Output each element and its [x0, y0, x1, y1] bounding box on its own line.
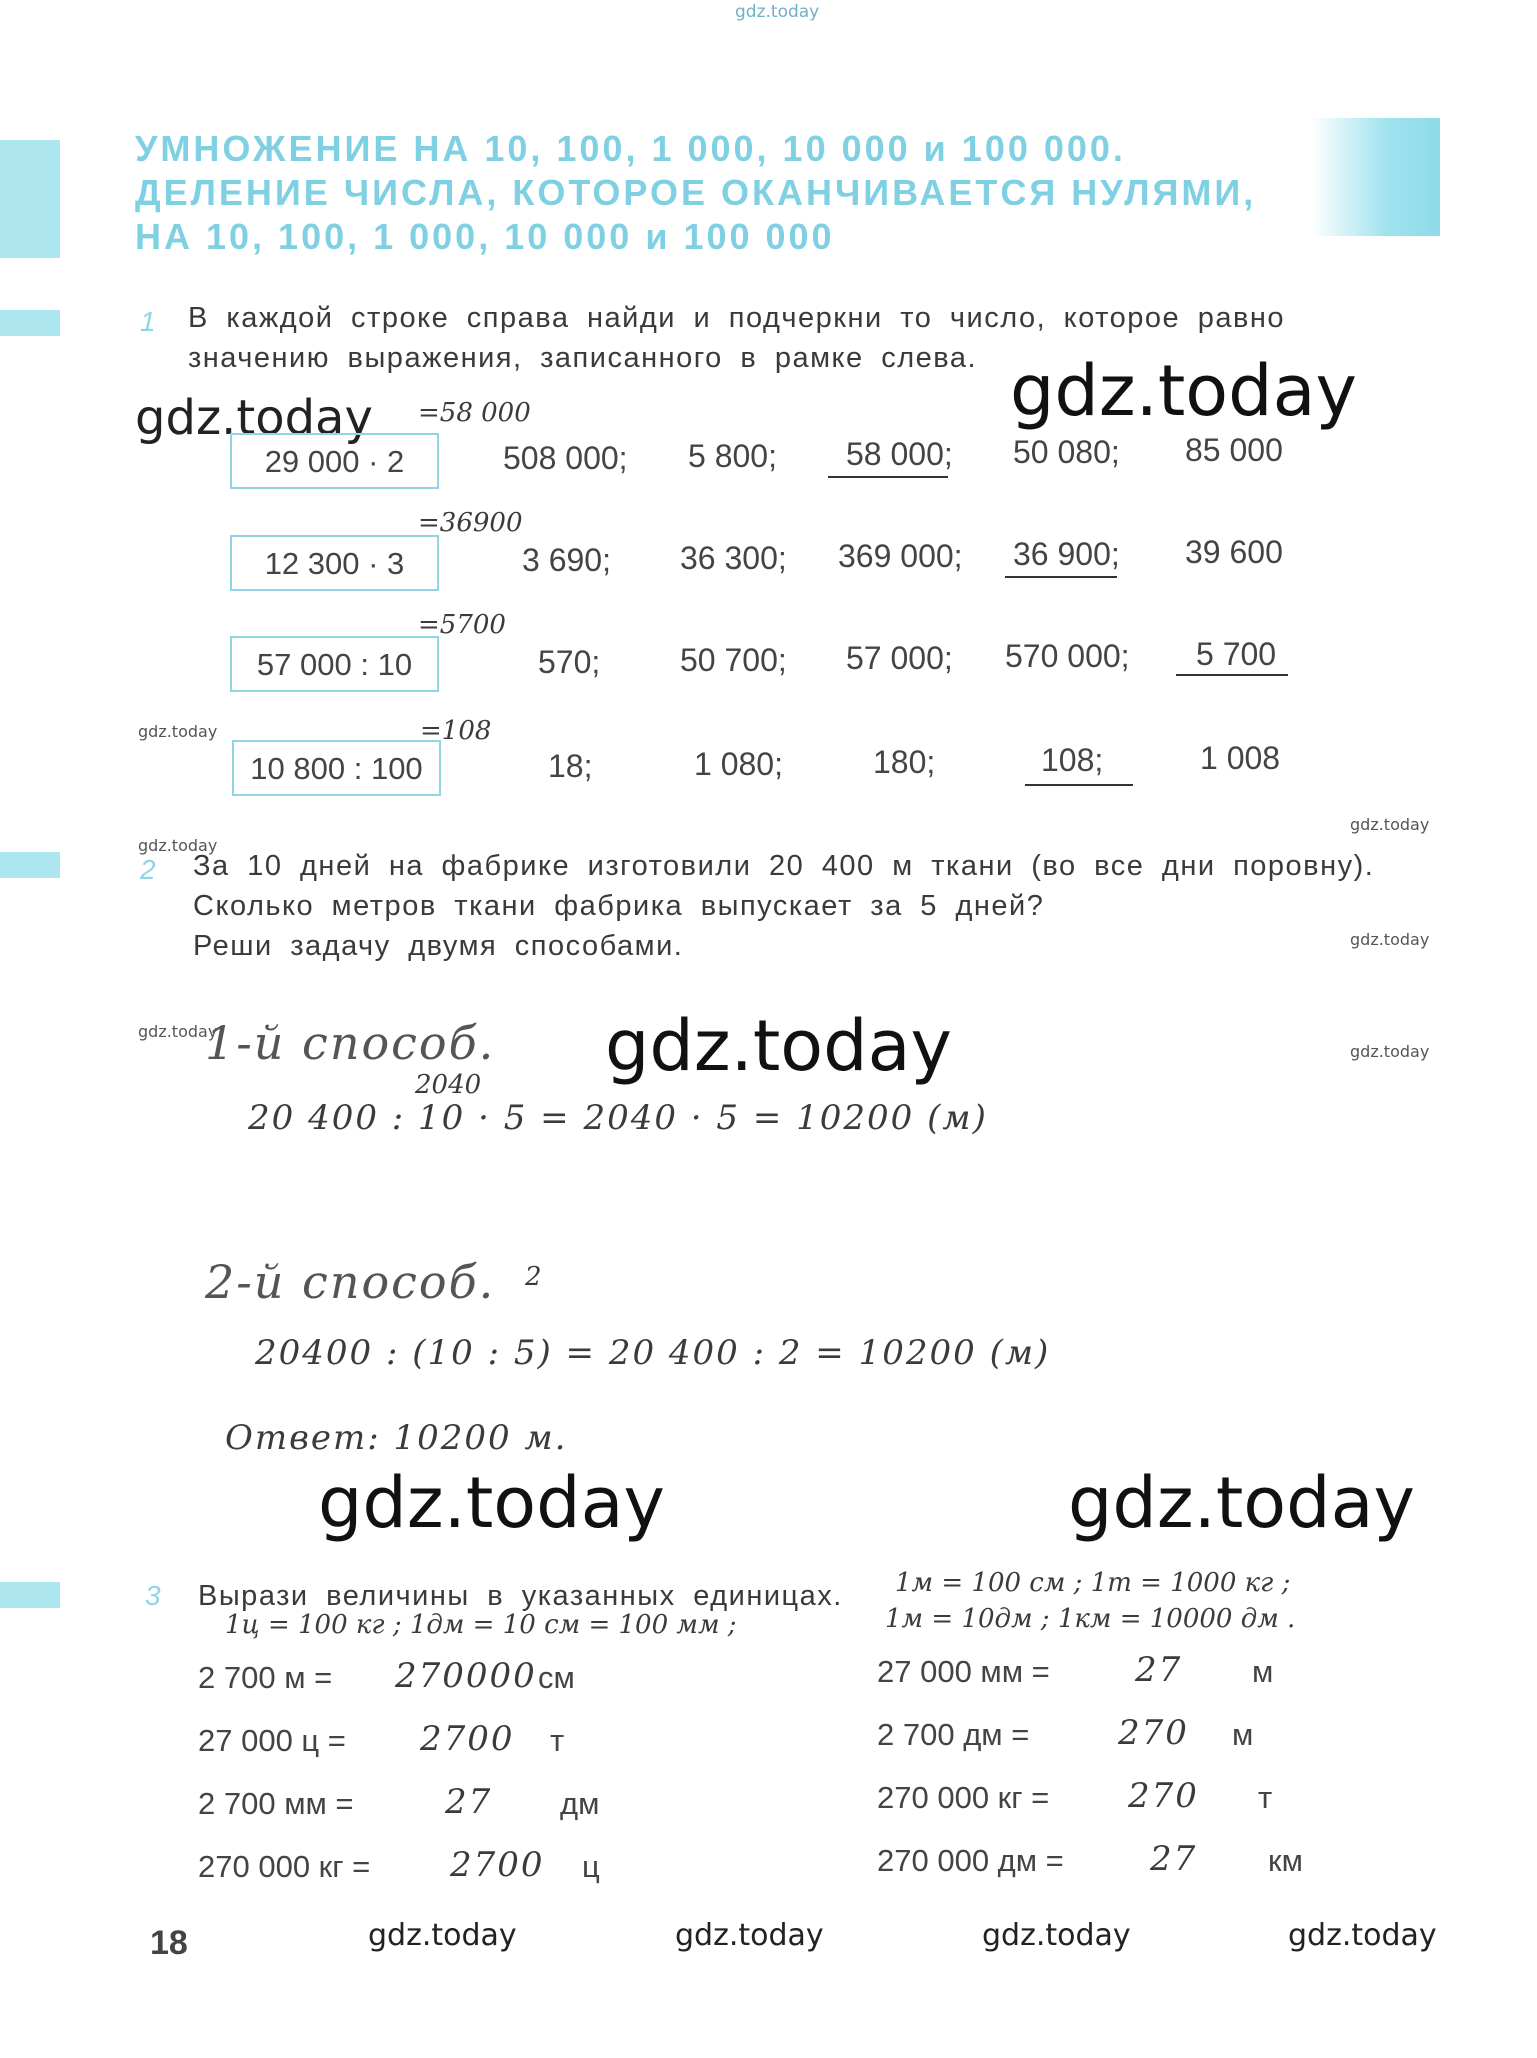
conversion-right-1-unit: м — [1252, 1654, 1274, 1689]
watermark: gdz.today — [982, 1918, 1131, 1953]
conversion-right-4-value: 270 000 дм = — [877, 1843, 1064, 1878]
option-2-2: 36 300; — [680, 540, 787, 576]
expression-box-4 — [232, 740, 441, 796]
option-3-4: 570 000; — [1005, 638, 1130, 674]
expression-box-2 — [230, 535, 439, 591]
conversion-left-4-answer: 2700 — [450, 1845, 545, 1885]
conversion-left-2-value: 27 000 ц = — [198, 1723, 346, 1758]
option-4-3: 180; — [873, 744, 936, 780]
task3-number: 3 — [145, 1580, 161, 1611]
way1-label: 1-й способ. — [205, 1016, 496, 1070]
task1-text-line2: значению выражения, записанного в рамке слева. — [188, 342, 978, 374]
option-3-2: 50 700; — [680, 642, 787, 678]
conversion-right-4-answer: 27 — [1150, 1839, 1198, 1879]
expression-3: 57 000 : 10 — [256, 647, 413, 682]
option-4-1: 18; — [548, 748, 593, 784]
task3-text: Вырази величины в указанных единицах. — [198, 1580, 843, 1612]
conversion-right-2-value: 2 700 дм = — [877, 1717, 1030, 1752]
watermark: gdz.today — [135, 390, 373, 446]
conversion-right-2-answer: 270 — [1118, 1713, 1189, 1753]
watermark: gdz.today — [1350, 930, 1430, 949]
option-2-1: 3 690; — [522, 542, 611, 578]
option-1-1: 508 000; — [503, 440, 628, 476]
watermark: gdz.today — [318, 1462, 665, 1544]
conversion-left-4-unit: ц — [582, 1849, 600, 1884]
watermark: gdz.today — [605, 1005, 952, 1087]
conversion-right-3-value: 270 000 кг = — [877, 1780, 1050, 1815]
watermark: gdz.today — [138, 1022, 218, 1041]
way2-label: 2-й способ. — [205, 1255, 496, 1309]
option-1-3: 58 000; — [846, 436, 953, 472]
conversion-right-3-unit: т — [1258, 1780, 1273, 1815]
task1-margin-tab — [0, 310, 60, 336]
watermark: gdz.today — [1068, 1462, 1415, 1544]
expression-2: 12 300 · 3 — [264, 546, 405, 581]
task2-answer: Ответ: 10200 м. — [225, 1418, 568, 1458]
option-3-5: 5 700 — [1196, 636, 1277, 672]
title-line-1: УМНОЖЕНИЕ НА 10, 100, 1 000, 10 000 и 100 000. — [135, 128, 1126, 169]
task2-margin-tab — [0, 852, 60, 878]
watermark: gdz.today — [1288, 1918, 1437, 1953]
conversion-left-2-unit: т — [550, 1723, 565, 1758]
conversion-left-2-answer: 2700 — [420, 1719, 515, 1759]
watermark: gdz.today — [1350, 815, 1430, 834]
title-line-2: ДЕЛЕНИЕ ЧИСЛА, КОТОРОЕ ОКАНЧИВАЕТСЯ НУЛЯМИ, — [135, 172, 1257, 213]
task2-text-line1: За 10 дней на фабрике изготовили 20 400 м ткани (во все дни поровну). — [193, 850, 1375, 882]
watermark-top: gdz.today — [735, 2, 820, 22]
header-band-left — [0, 140, 60, 258]
option-1-4: 50 080; — [1013, 434, 1120, 470]
conversion-right-2-unit: м — [1232, 1717, 1254, 1752]
conversion-left-3-answer: 27 — [445, 1782, 493, 1822]
underline-1 — [828, 476, 948, 478]
conversion-right-1-value: 27 000 мм = — [877, 1654, 1050, 1689]
conversion-right-1-answer: 27 — [1135, 1650, 1183, 1690]
conversion-left-3-unit: дм — [560, 1786, 600, 1821]
way2-calculation: 20400 : (10 : 5) = 20 400 : 2 = 10200 (м) — [255, 1333, 1051, 1373]
task3-hint-2: 1ц = 100 кг ; 1дм = 10 см = 100 мм ; — [225, 1610, 737, 1640]
watermark: gdz.today — [138, 722, 218, 741]
option-2-4: 36 900; — [1013, 536, 1120, 572]
watermark: gdz.today — [1350, 1042, 1430, 1061]
conversion-left-1-answer: 270000 — [395, 1656, 537, 1696]
option-2-3: 369 000; — [838, 538, 963, 574]
expression-box-3 — [230, 636, 439, 692]
option-1-5: 85 000 — [1185, 432, 1283, 468]
way1-calculation: 20 400 : 10 · 5 = 2040 · 5 = 10200 (м) — [248, 1098, 988, 1138]
task1-number: 1 — [140, 306, 156, 337]
watermark: gdz.today — [1010, 350, 1357, 432]
answer-note-1: =58 000 — [418, 398, 531, 428]
underline-2 — [1005, 576, 1117, 578]
underline-3 — [1176, 674, 1288, 676]
watermark: gdz.today — [138, 836, 218, 855]
task3-hint-1: 1м = 100 см ; 1т = 1000 кг ; — [895, 1568, 1291, 1598]
underline-4 — [1025, 784, 1133, 786]
option-4-2: 1 080; — [694, 746, 783, 782]
conversion-left-1-unit: см — [538, 1660, 575, 1695]
way1-note: 2040 — [415, 1070, 482, 1100]
expression-box-1 — [230, 433, 439, 489]
task3-hint-3: 1м = 10дм ; 1км = 10000 дм . — [885, 1604, 1296, 1634]
option-4-5: 1 008 — [1200, 740, 1281, 776]
conversion-left-3-value: 2 700 мм = — [198, 1786, 354, 1821]
expression-1: 29 000 · 2 — [264, 444, 405, 479]
option-3-1: 570; — [538, 644, 601, 680]
title-line-3: НА 10, 100, 1 000, 10 000 и 100 000 — [135, 216, 835, 257]
task2-number: 2 — [140, 854, 156, 885]
watermark: gdz.today — [368, 1918, 517, 1953]
header-band-right — [1310, 118, 1440, 236]
way2-note: 2 — [525, 1262, 542, 1292]
conversion-right-4-unit: км — [1268, 1843, 1303, 1878]
option-3-3: 57 000; — [846, 640, 953, 676]
task2-text-line2: Сколько метров ткани фабрика выпускает за 5 дней? — [193, 890, 1045, 922]
task1-text-line1: В каждой строке справа найди и подчеркни то число, которое равно — [188, 302, 1286, 334]
answer-note-3: =5700 — [418, 610, 506, 640]
page-number: 18 — [150, 1924, 188, 1962]
conversion-left-4-value: 270 000 кг = — [198, 1849, 371, 1884]
answer-note-2: =36900 — [418, 508, 523, 538]
conversion-left-1-value: 2 700 м = — [198, 1660, 333, 1695]
expression-4: 10 800 : 100 — [250, 751, 423, 786]
option-2-5: 39 600 — [1185, 534, 1283, 570]
option-4-4: 108; — [1041, 742, 1104, 778]
task3-margin-tab — [0, 1582, 60, 1608]
conversion-right-3-answer: 270 — [1128, 1776, 1199, 1816]
task2-text-line3: Реши задачу двумя способами. — [193, 930, 684, 962]
watermark: gdz.today — [675, 1918, 824, 1953]
option-1-2: 5 800; — [688, 438, 777, 474]
answer-note-4: =108 — [420, 716, 492, 746]
